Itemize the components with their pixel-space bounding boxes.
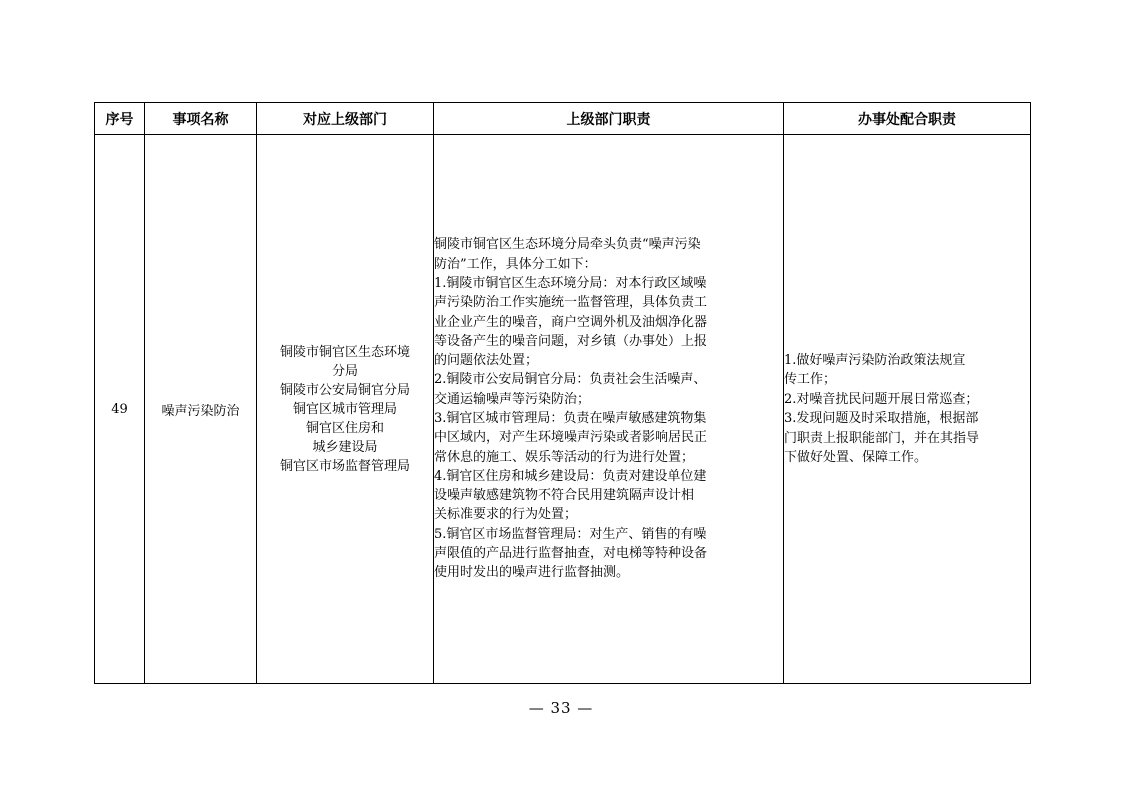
duty-line: 关标准要求的行为处置；: [434, 507, 578, 523]
cell-seq: 49: [95, 135, 145, 684]
duty-line: 的问题依法处置；: [434, 353, 539, 369]
duty-line: 铜陵市铜官区生态环境分局牵头负责“噪声污染: [434, 237, 701, 253]
duty-line: 中区域内，对产生环境噪声污染或者影响居民正: [434, 430, 708, 446]
department-line: 铜官区住房和: [305, 420, 384, 436]
cell-item-name: 噪声污染防治: [145, 135, 257, 684]
cell-upper-departments: [257, 135, 434, 684]
header-upper-dept: 对应上级部门: [257, 103, 434, 135]
office-duty-line: 下做好处置、保障工作。: [784, 450, 928, 465]
department-line: 铜陵市铜官区生态环境: [279, 344, 410, 360]
duty-line: 防治”工作，具体分工如下：: [434, 256, 597, 272]
duty-line: 2.铜陵市公安局铜官分局：负责社会生活噪声、: [434, 372, 707, 388]
duty-line: 4.铜官区住房和城乡建设局：负责对建设单位建: [434, 468, 707, 484]
duty-line: 1.铜陵市铜官区生态环境分局：对本行政区域噪: [434, 275, 707, 291]
duty-line: 声限值的产品进行监督抽查，对电梯等特种设备: [434, 546, 708, 562]
department-line: 铜官区城市管理局: [292, 401, 397, 417]
office-duty-line: 3.发现问题及时采取措施，根据部: [784, 411, 979, 426]
duty-line: 业企业产生的噪音，商户空调外机及油烟净化器: [434, 314, 708, 330]
duty-line: 使用时发出的噪声进行监督抽测。: [434, 565, 630, 581]
office-duty-line: 门职责上报职能部门，并在其指导: [784, 430, 980, 446]
header-office-duties: 办事处配合职责: [784, 103, 1031, 135]
header-upper-duties: 上级部门职责: [434, 103, 784, 135]
office-duty-line: 传工作；: [784, 372, 837, 387]
duty-line: 5.铜官区市场监督管理局：对生产、销售的有噪: [434, 526, 707, 542]
page-number: — 33 —: [528, 699, 594, 717]
department-line: 铜官区市场监督管理局: [279, 458, 410, 474]
duty-line: 设噪声敏感建筑物不符合民用建筑隔声设计相: [434, 488, 695, 504]
table-row: [95, 135, 1031, 684]
office-duty-line: 1.做好噪声污染防治政策法规宣: [784, 352, 966, 368]
duty-line: 常休息的施工、娱乐等活动的行为进行处置；: [434, 449, 695, 465]
duty-line: 交通运输噪声等污染防治；: [434, 391, 591, 407]
department-line: 城乡建设局: [312, 439, 378, 455]
duty-line: 声污染防治工作实施统一监督管理，具体负责工: [434, 295, 708, 311]
department-line: 分局: [331, 363, 358, 379]
cell-upper-duties: [434, 135, 784, 684]
duty-line: 3.铜官区城市管理局：负责在噪声敏感建筑物集: [434, 411, 707, 426]
responsibility-table: [94, 102, 1031, 684]
office-duty-line: 2.对噪音扰民问题开展日常巡查；: [784, 391, 979, 407]
duty-line: 等设备产生的噪音问题，对乡镇（办事处）上报: [434, 333, 708, 349]
table-header-row: [95, 103, 1031, 135]
header-seq: 序号: [95, 103, 145, 135]
header-item-name: 事项名称: [145, 103, 257, 135]
cell-office-duties: [784, 135, 1031, 684]
department-line: 铜陵市公安局铜官分局: [279, 382, 410, 398]
